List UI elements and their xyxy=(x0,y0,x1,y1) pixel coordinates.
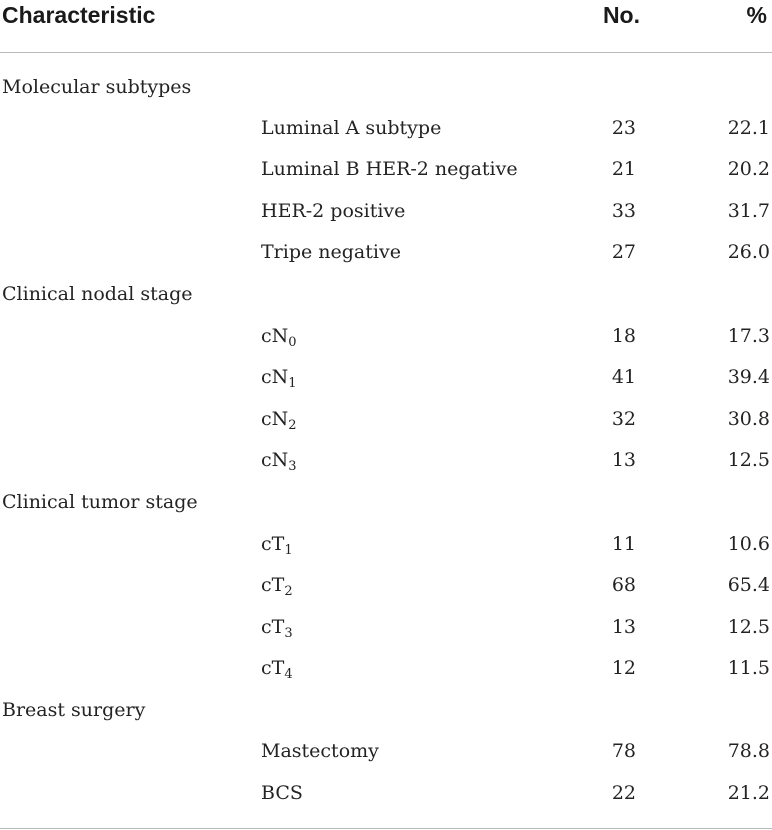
row-label: Tripe negative xyxy=(261,241,401,263)
row-count: 18 xyxy=(611,325,636,347)
row-percent: 11.5 xyxy=(727,657,770,679)
row-label-subscript: 3 xyxy=(284,626,293,641)
row-label: BCS xyxy=(261,782,303,804)
row-label-text: cT xyxy=(261,533,285,555)
bottom-rule xyxy=(0,828,772,829)
header-rule xyxy=(0,52,772,53)
row-label: Mastectomy xyxy=(261,740,379,762)
row-label-text: cT xyxy=(261,616,285,638)
row-label xyxy=(261,655,293,681)
row-label: Luminal B HER-2 negative xyxy=(261,158,518,180)
row-count: 23 xyxy=(611,117,636,139)
row-count: 22 xyxy=(611,782,636,804)
row-count: 13 xyxy=(611,616,636,638)
row-count: 68 xyxy=(611,574,636,596)
row-percent: 12.5 xyxy=(727,616,770,638)
row-percent: 65.4 xyxy=(727,574,770,596)
row-label-subscript: 2 xyxy=(288,418,297,433)
row-label-subscript: 1 xyxy=(284,543,293,558)
row-percent: 20.2 xyxy=(727,158,770,180)
row-count: 32 xyxy=(611,408,636,430)
row-percent: 10.6 xyxy=(727,533,770,555)
row-count: 12 xyxy=(611,657,636,679)
section-title: Molecular subtypes xyxy=(2,76,192,98)
row-label xyxy=(261,323,297,349)
row-label xyxy=(261,531,293,557)
section-title: Breast surgery xyxy=(2,699,146,721)
row-label xyxy=(261,364,297,390)
row-count: 78 xyxy=(611,740,636,762)
row-label-text: cN xyxy=(261,408,289,430)
row-label-subscript: 2 xyxy=(284,584,293,599)
header-no: No. xyxy=(602,2,640,28)
row-count: 41 xyxy=(611,366,636,388)
row-count: 21 xyxy=(611,158,636,180)
row-percent: 12.5 xyxy=(727,449,770,471)
row-percent: 26.0 xyxy=(727,241,770,263)
row-percent: 22.1 xyxy=(727,117,770,139)
row-percent: 31.7 xyxy=(727,200,770,222)
row-label xyxy=(261,447,297,473)
header-characteristic: Characteristic xyxy=(2,2,156,28)
row-label-text: cN xyxy=(261,449,289,471)
row-count: 13 xyxy=(611,449,636,471)
section-title: Clinical nodal stage xyxy=(2,283,193,305)
row-percent: 78.8 xyxy=(727,740,770,762)
row-count: 27 xyxy=(611,241,636,263)
row-percent: 21.2 xyxy=(727,782,770,804)
row-label-text: cN xyxy=(261,366,289,388)
row-label: HER-2 positive xyxy=(261,200,406,222)
row-percent: 39.4 xyxy=(727,366,770,388)
row-count: 11 xyxy=(611,533,636,555)
section-title: Clinical tumor stage xyxy=(2,491,198,513)
row-label-subscript: 0 xyxy=(288,335,297,350)
row-label xyxy=(261,406,297,432)
row-label-text: cT xyxy=(261,657,285,679)
header-percent: % xyxy=(746,2,767,28)
row-label-subscript: 1 xyxy=(288,376,297,391)
row-label: Luminal A subtype xyxy=(261,117,442,139)
row-percent: 17.3 xyxy=(727,325,770,347)
row-label-subscript: 3 xyxy=(288,459,297,474)
row-label-text: cT xyxy=(261,574,285,596)
row-label-text: cN xyxy=(261,325,289,347)
row-label xyxy=(261,614,293,640)
row-percent: 30.8 xyxy=(727,408,770,430)
row-label xyxy=(261,572,293,598)
row-label-subscript: 4 xyxy=(284,667,293,682)
row-count: 33 xyxy=(611,200,636,222)
